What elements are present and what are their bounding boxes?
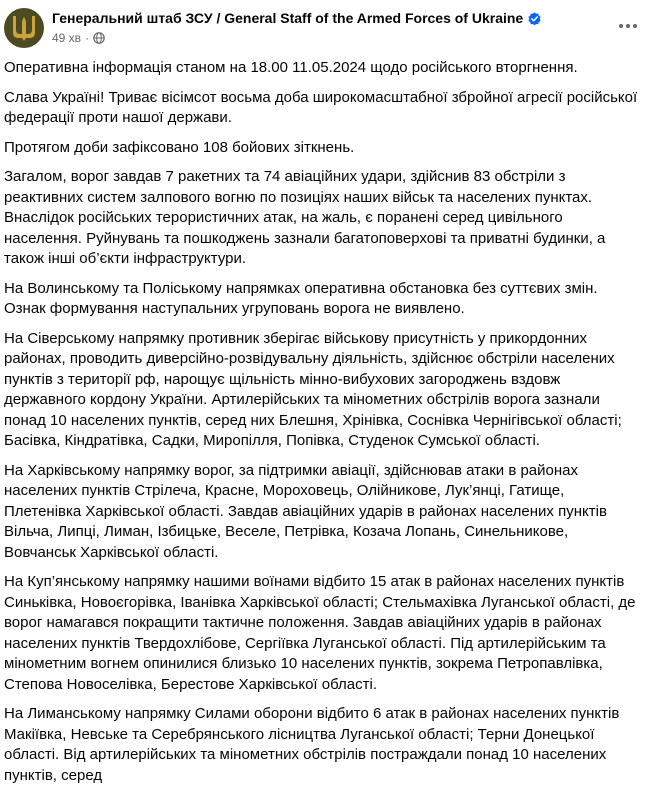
post-paragraph: Протягом доби зафіксовано 108 бойових зіткнень. [4,138,355,156]
post-paragraph: Оперативна інформація станом на 18.00 11.05.2024 щодо російського вторгнення. [4,59,578,76]
verified-badge-icon [528,12,541,25]
post-paragraph: На Сіверському напрямку противник зберігає військову присутність у прикордонних районах, проводить диверсійно-розвідувальну діяльність, здійснює обстріли населених пунктів з території рф, нарощує щільність мінно-вибухових загороджень вздовж державного кордону України. Артилерійських та мінометних обстрілів ворога зазнали понад 10 населених пунктів, серед них Блешня, Хрінівка, Соснівка Чернігівської області; Басівка, Кіндратівка, Садки, Миропілля, Попівка, Студенок Сумської області. [4,329,622,449]
page-avatar[interactable] [4,8,44,48]
post-header [0,0,649,56]
post-text [4,58,642,795]
more-horizontal-icon [618,23,638,29]
post-paragraph: На Куп’янському напрямку нашими воїнами відбито 15 атак в районах населених пунктів Синьківка, Новоєгорівка, Іванівка Харківської області; Стельмахівка Луганської області, де ворог намагався покращити тактичне положення. Завдав авіаційних ударів в районах населених пунктів Твердохлібове, Сергіївка Луганської області. Під артилерійським та мінометним вогнем опинилися близько 10 населених пунктів, зокрема Петропавлівка, Степова Новоселівка, Берестове Харківської області. [4,573,636,693]
post-paragraph: Слава Україні! Триває вісімсот восьма доба широкомасштабної збройної агресії російської федерації проти нашої держави. [4,88,638,126]
post-paragraph: На Харківському напрямку ворог, за підтримки авіації, здійснював атаки в районах населених пунктів Стрілеча, Красне, Мороховець, Олійникове, Лук’янці, Гатище, Плетенівка Харківської області. Завдав авіаційних ударів в районах населених пунктів Вільча, Липці, Лиман, Ізбицьке, Веселе, Петрівка, Козача Лопань, Синельникове, Вовчанськ Харківської області. [4,461,607,561]
post-paragraph: На Волинському та Поліському напрямках оперативна обстановка без суттєвих змін. Ознак формування наступальних угруповань ворога не виявлено. [4,279,598,317]
globe-icon[interactable] [93,32,105,44]
post-paragraph: На Лиманському напрямку Силами оборони відбито 6 атак в районах населених пунктів Макіївка, Невське та Серебрянського лісництва Луганської області; Терни Донецької області. Від артилерійських та мінометних обстрілів постраждали понад 10 населених пунктів, серед [4,705,620,784]
post-paragraph: Загалом, ворог завдав 7 ракетних та 74 авіаційних удари, здійснив 83 обстріли з реактивних систем залпового вогню по позиціях наших військ та населених пунктах. Внаслідок російських терористичних атак, на жаль, є поранені серед цивільного населення. Руйнувань та пошкоджень зазнали багатоповерхові та приватні будинки, а також інші об’єкти інфраструктури. [4,168,606,267]
trident-emblem-icon [11,13,37,43]
author-name[interactable]: Генеральний штаб ЗСУ / General Staff of the Armed Forces of Ukraine [52,10,524,26]
post-menu-button[interactable] [610,8,646,44]
post-timestamp[interactable]: 49 хв [52,31,82,45]
meta-separator: · [85,31,90,45]
